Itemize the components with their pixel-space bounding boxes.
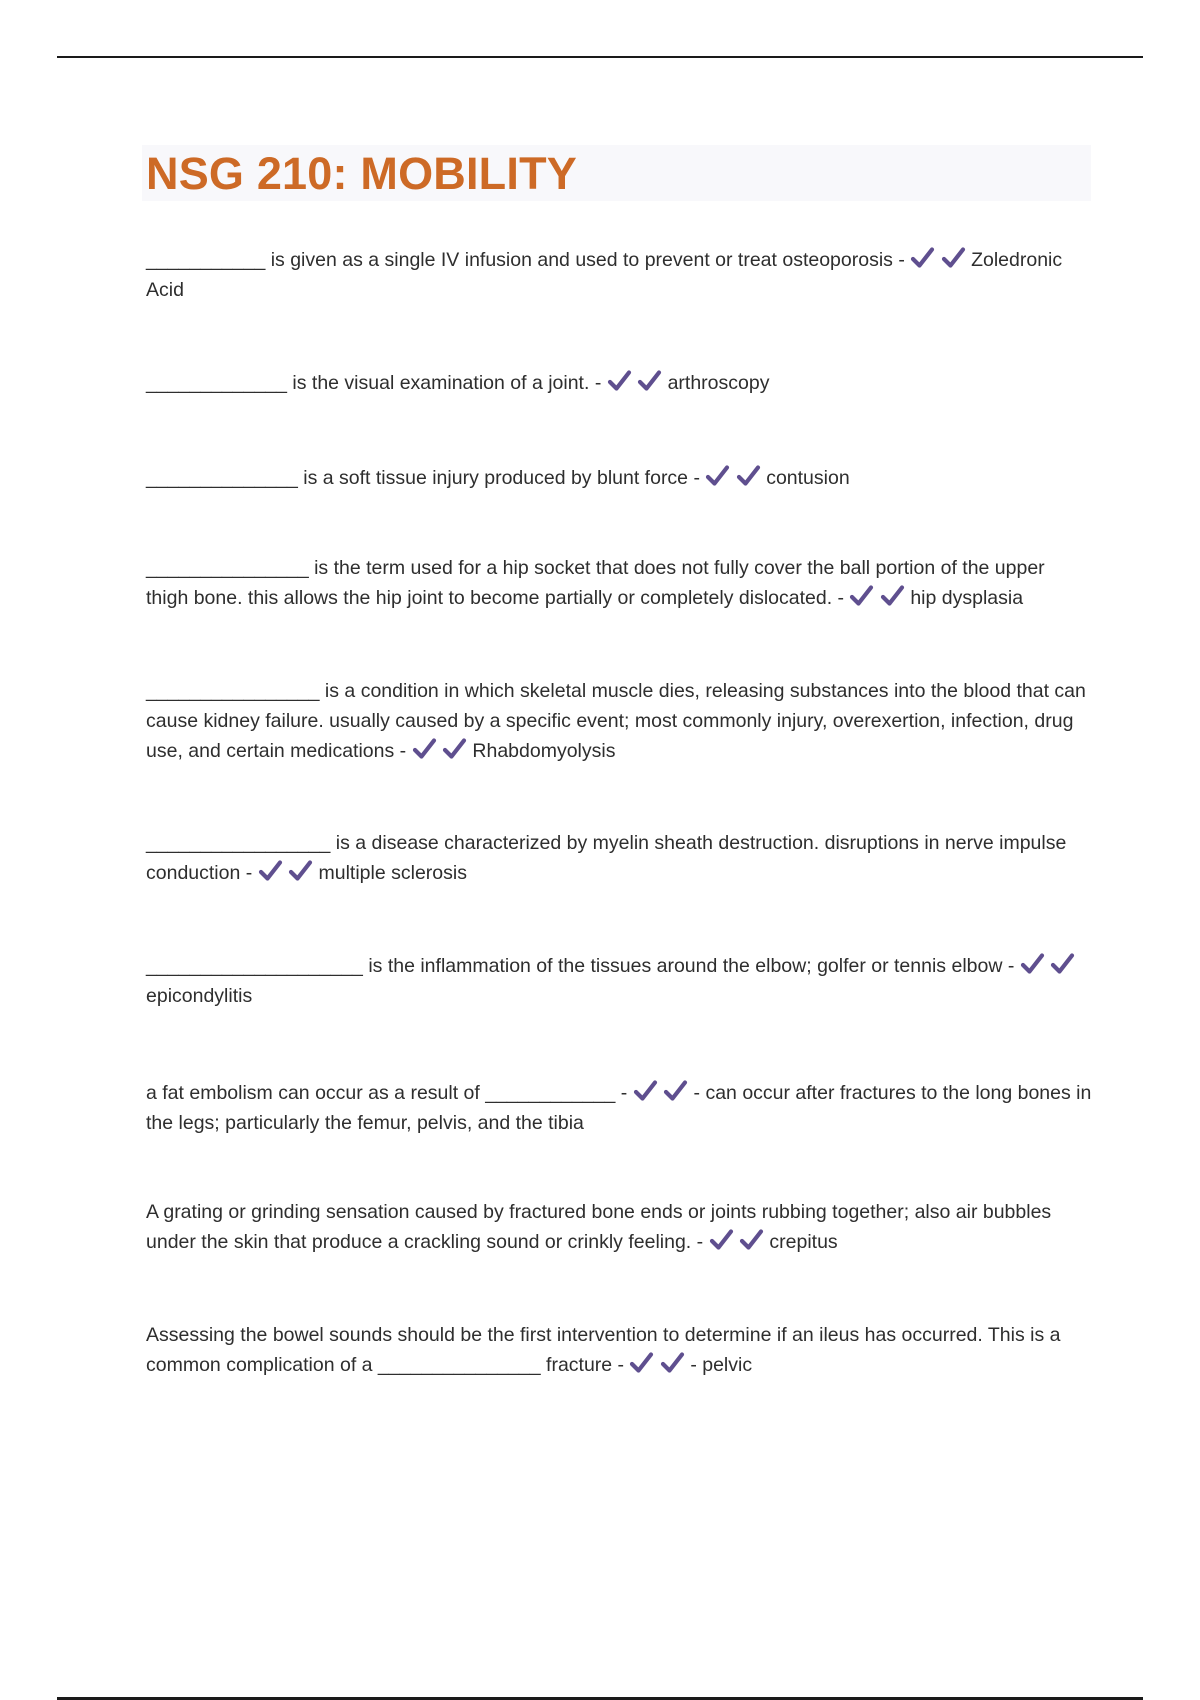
checkmark-icon [633, 1080, 658, 1102]
qa-item [146, 245, 1092, 305]
checkmark-icon [1020, 953, 1045, 975]
answer-text: multiple sclerosis [318, 862, 467, 884]
answer-text: contusion [766, 467, 850, 489]
checkmark-icon [663, 1080, 688, 1102]
checkmark-icon [736, 465, 761, 487]
checkmark-icon [705, 465, 730, 487]
answer-text: - pelvic [690, 1354, 753, 1376]
qa-item [146, 463, 1092, 493]
answer-text: epicondylitis [146, 985, 253, 1007]
question-text: A grating or grinding sensation caused by fractured bone ends or joints rubbing together; also air bubbles under the skin that produce a crackling sound or crinkly feeling. - [146, 1201, 1052, 1253]
question-text: _____________ is the visual examination of a joint. - [146, 372, 607, 394]
qa-item [146, 368, 1092, 398]
question-text: _______________ is the term used for a hip socket that does not fully cover the ball portion of the upper thigh bone. this allows the hip joint to become partially or completely dislocated. - [146, 557, 1045, 609]
question-text: ___________ is given as a single IV infusion and used to prevent or treat osteoporosis - [146, 249, 911, 271]
checkmark-icon [412, 738, 437, 760]
answer-text: - can occur after fractures to the long bones in the legs; particularly the femur, pelvis, and the tibia [146, 1082, 1092, 1134]
answer-text: Zoledronic Acid [146, 249, 1063, 301]
checkmark-icon [660, 1352, 685, 1374]
page-title: NSG 210: MOBILITY [146, 148, 577, 199]
answer-text: arthroscopy [667, 372, 770, 394]
answer-text: hip dysplasia [910, 587, 1024, 609]
top-rule [57, 56, 1143, 58]
question-text: ________________ is a condition in which skeletal muscle dies, releasing substances into the blood that can cause kidney failure. usually caused by a specific event; most commonly injury, overexertion, infection, drug use, and certain medications - [146, 680, 1086, 762]
question-text: ______________ is a soft tissue injury produced by blunt force - [146, 467, 706, 489]
qa-item [146, 1320, 1092, 1380]
checkmark-icon [941, 247, 966, 269]
checkmark-icon [288, 860, 313, 882]
question-text: a fat embolism can occur as a result of ____________ - [146, 1082, 633, 1104]
qa-item [146, 1078, 1092, 1138]
checkmark-icon [739, 1229, 764, 1251]
qa-item [146, 828, 1092, 888]
checkmark-icon [880, 585, 905, 607]
checkmark-icon [637, 370, 662, 392]
answer-text: Rhabdomyolysis [472, 740, 616, 762]
checkmark-icon [709, 1229, 734, 1251]
qa-item [146, 951, 1092, 1011]
checkmark-icon [442, 738, 467, 760]
question-text: _________________ is a disease characterized by myelin sheath destruction. disruptions in nerve impulse conduction - [146, 832, 1067, 884]
checkmark-icon [849, 585, 874, 607]
checkmark-icon [910, 247, 935, 269]
qa-item [146, 1197, 1092, 1257]
question-text: Assessing the bowel sounds should be the first intervention to determine if an ileus has occurred. This is a common complication of a _______________ fracture - [146, 1324, 1061, 1376]
qa-item [146, 553, 1092, 613]
checkmark-icon [629, 1352, 654, 1374]
qa-item [146, 676, 1092, 766]
answer-text: crepitus [769, 1231, 838, 1253]
question-text: ____________________ is the inflammation of the tissues around the elbow; golfer or tennis elbow - [146, 955, 1020, 977]
checkmark-icon [258, 860, 283, 882]
checkmark-icon [607, 370, 632, 392]
checkmark-icon [1050, 953, 1075, 975]
